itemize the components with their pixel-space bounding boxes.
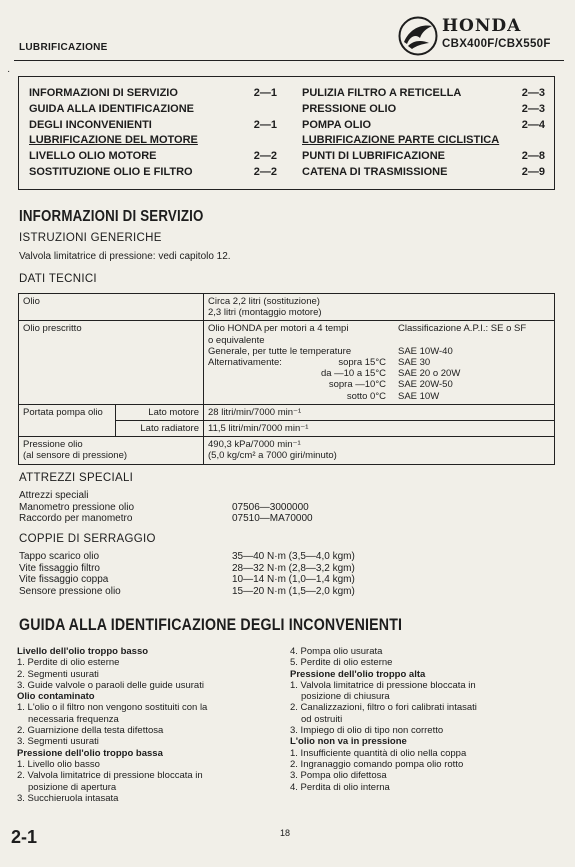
subtitle-coppie: COPPIE DI SERRAGGIO [19, 533, 156, 545]
guida-heading: Pressione dell'olio troppo alta [290, 668, 426, 680]
toc-item[interactable] [29, 86, 277, 102]
cell-prescritto-label: Olio prescritto [19, 321, 204, 404]
list-item: Sensore pressione olio 15—20 N·m (1,5—2,0 kgm) [19, 585, 355, 597]
guida-item: posizione di chiusura [301, 691, 390, 703]
cell-olio-label: Olio [19, 294, 204, 321]
toc-item-label: LUBRIFICAZIONE PARTE CICLISTICA [302, 134, 500, 147]
list-item: Vite fissaggio coppa 10—14 N·m (1,0—1,4 kgm) [19, 574, 355, 585]
header-rule [14, 60, 564, 61]
section-page-number: 2-1 [11, 827, 38, 847]
guida-item: 1. L'olio o il filtro non vengono sostituiti con la [17, 702, 208, 714]
toc-item-page: 2—1 [253, 118, 277, 131]
toc-item-label: INFORMAZIONI DI SERVIZIO [29, 87, 178, 99]
section-title-info: INFORMAZIONI DI SERVIZIO [19, 208, 204, 225]
toc-item-label: POMPA OLIO [302, 118, 372, 131]
guida-item: 3. Pompa olio difettosa [290, 770, 387, 782]
guida-item: 3. Guide valvole o paraoli delle guide usurati [17, 679, 204, 691]
toc-item-label: PUNTI DI LUBRIFICAZIONE [302, 150, 445, 163]
section-header: LUBRIFICAZIONE [19, 42, 108, 53]
guida-item: 2. Valvola limitatrice di pressione bloccata in [17, 770, 203, 782]
subtitle-istruzioni: ISTRUZIONI GENERICHE [19, 232, 162, 244]
note-valvola: Valvola limitatrice di pressione: vedi capitolo 12. [19, 251, 231, 262]
toc-item-page: 2—3 [521, 102, 545, 115]
table-row [19, 404, 555, 436]
guida-column-right [290, 646, 477, 793]
table-row [19, 437, 555, 464]
toc-item[interactable] [302, 102, 545, 118]
toc-item[interactable] [29, 102, 277, 134]
guida-item: 2. Segmenti usurati [17, 668, 99, 680]
toc-item[interactable] [302, 118, 545, 134]
toc-item-label-line2: DEGLI INCONVENIENTI [29, 118, 152, 131]
toc-item-page: 2—1 [253, 87, 277, 99]
guida-item: 4. Perdita di olio interna [290, 781, 390, 793]
section-title-guida: GUIDA ALLA IDENTIFICAZIONE DEGLI INCONVENIENTI [19, 616, 403, 634]
guida-item: 2. Canalizzazioni, filtro o fori calibrati intasati [290, 702, 477, 714]
cell-pressione-label: Pressione olio (al sensore di pressione) [19, 437, 204, 464]
model-name: CBX400F/CBX550F [442, 38, 551, 50]
guida-item: 4. Pompa olio usurata [290, 646, 383, 657]
cell-portata-label: Portata pompa olio Lato motore Lato radiatore [19, 404, 204, 436]
cell-prescritto-value [204, 321, 555, 404]
guida-item: necessaria frequenza [28, 713, 119, 725]
lubricant-spec: Olio HONDA per motori a 4 tempi Classificazione A.P.I.: SE o SF o equivalente Generale, per tutte le temperature SAE 10W-40 Alternativamente: sopra 15°C SAE 30 da —10 a 15°C SAE 20 o 20W sopra —10°C SAE 20W-50 sotto 0°C SAE 10W [208, 323, 527, 402]
toc-item[interactable] [302, 86, 545, 102]
toc-item-page: 2—8 [521, 150, 545, 163]
list-item: Vite fissaggio filtro 28—32 N·m (2,8—3,2 kgm) [19, 562, 355, 574]
dati-tecnici-table [18, 293, 555, 465]
list-item: Attrezzi speciali [19, 490, 89, 501]
page-number: 18 [280, 828, 291, 838]
toc-item-page: 2—2 [253, 165, 277, 178]
toc-item-label: PRESSIONE OLIO [302, 102, 397, 115]
guida-item: 3. Segmenti usurati [17, 736, 99, 748]
table-row [19, 294, 555, 321]
toc-item-page: 2—9 [521, 165, 545, 178]
guida-item: 2. Guarnizione della testa difettosa [17, 725, 164, 737]
guida-item: 5. Perdite di olio esterne [290, 657, 393, 669]
guida-item: od ostruiti [301, 713, 343, 725]
toc-item-label: SOSTITUZIONE OLIO E FILTRO [29, 165, 193, 178]
margin-mark: · [7, 66, 11, 77]
guida-item: posizione di apertura [28, 781, 117, 793]
toc-item[interactable] [29, 149, 277, 165]
toc-item-label: LUBRIFICAZIONE DEL MOTORE [29, 134, 198, 147]
toc-item[interactable] [302, 149, 545, 165]
honda-wing-icon [398, 16, 438, 56]
toc-item-page: 2—2 [253, 150, 277, 163]
toc-item[interactable] [29, 133, 277, 149]
toc-item[interactable] [302, 133, 545, 149]
guida-item: 1. Livello olio basso [17, 758, 100, 770]
guida-item: 2. Ingranaggio comando pompa olio rotto [290, 758, 464, 770]
guida-item: 1. Valvola limitatrice di pressione bloccata in [290, 679, 476, 691]
table-of-contents [18, 76, 555, 190]
guida-heading: Pressione dell'olio troppo bassa [17, 747, 163, 759]
guida-item: 1. Insufficiente quantità di olio nella coppa [290, 747, 467, 759]
toc-item-label: PULIZIA FILTRO A RETICELLA [302, 87, 462, 99]
guida-column-left [17, 646, 207, 804]
brand-name: HONDA [442, 16, 522, 36]
guida-heading: L'olio non va in pressione [290, 736, 407, 748]
toc-column-right [302, 86, 545, 181]
cell-olio-value: Circa 2,2 litri (sostituzione) 2,3 litri (montaggio motore) [204, 294, 555, 321]
honda-logo [398, 12, 568, 60]
toc-item-label: CATENA DI TRASMISSIONE [302, 165, 448, 178]
toc-item-page: 2—3 [521, 87, 545, 99]
subtitle-dati-tecnici: DATI TECNICI [19, 273, 97, 285]
guida-item: 1. Perdite di olio esterne [17, 657, 120, 669]
cell-portata-value: 28 litri/min/7000 min⁻¹ 11,5 litri/min/7000 min⁻¹ [204, 404, 555, 436]
toc-item-label: GUIDA ALLA IDENTIFICAZIONE [29, 102, 194, 115]
guida-heading: Olio contaminato [17, 691, 95, 703]
guida-item: 3. Succhieruola intasata [17, 792, 119, 804]
list-item: Raccordo per manometro 07510—MA70000 [19, 513, 313, 524]
list-item: Manometro pressione olio 07506—3000000 [19, 501, 309, 513]
toc-item[interactable] [302, 165, 545, 181]
table-row [19, 321, 555, 404]
guida-item: 3. Impiego di olio di tipo non corretto [290, 725, 444, 737]
toc-column-left [29, 86, 277, 181]
toc-item-label: LIVELLO OLIO MOTORE [29, 150, 157, 163]
toc-item-page: 2—4 [521, 118, 545, 131]
subtitle-attrezzi: ATTREZZI SPECIALI [19, 472, 134, 484]
toc-item[interactable] [29, 165, 277, 181]
cell-pressione-value: 490,3 kPa/7000 min⁻¹ (5,0 kg/cm² a 7000 giri/minuto) [204, 437, 555, 464]
guida-heading: Livello dell'olio troppo basso [17, 646, 149, 657]
list-item: Tappo scarico olio 35—40 N·m (3,5—4,0 kgm) [19, 551, 355, 562]
